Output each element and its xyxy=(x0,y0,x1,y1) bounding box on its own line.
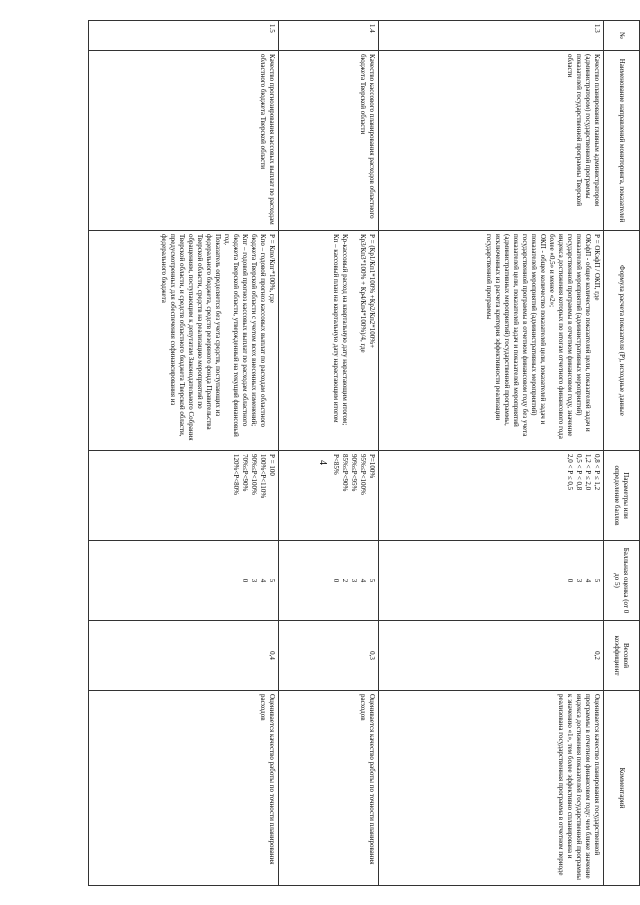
param-line: 2,0 < Р ≤ 0,5 xyxy=(566,454,574,491)
row-name: Качество кассового планирования расходов областного бюджета Тверской области xyxy=(279,51,379,231)
row-weight: 0,4 xyxy=(89,621,279,691)
param-line: Р = 100 xyxy=(268,454,276,476)
param-line: 90%≤Р<95% xyxy=(350,454,358,492)
page-number: 4 xyxy=(317,460,328,465)
header-params: Параметры или определение баллов xyxy=(604,451,640,541)
param-line: 85%≤Р<90% xyxy=(341,454,349,492)
score-line: 0 xyxy=(241,578,249,583)
score-line: 5 xyxy=(268,578,276,583)
param-line: Р<85% xyxy=(332,454,340,475)
monitoring-table xyxy=(88,20,640,886)
formula-line: ОКП - общее количество показателей цели, показателей задач и показателей мероприятий (административных мероприятий) государственной программы в отчетном финансовом году без учета показателей цели, показателей задач и показателей мероприятий (административных мероприятий) государственной программы, исключенных из расчета критерия эффективности реализации государственной программы xyxy=(485,234,547,437)
table-row xyxy=(89,21,279,886)
table-row xyxy=(379,21,604,886)
row-num: 1.5 xyxy=(89,21,279,51)
param-line: Р=100% xyxy=(368,454,376,479)
param-line: 1,2 < Р ≤ 2,0 xyxy=(584,454,592,491)
row-comment: Оценивается качество работы по точности планирования расходов xyxy=(279,691,379,886)
formula-line: Кр3/Кп3*100% + Кр4/Кп4*100%)/4, где xyxy=(359,234,367,353)
row-scores xyxy=(379,541,604,621)
row-weight: 0,3 xyxy=(279,621,379,691)
score-line: 4 xyxy=(259,578,267,583)
score-line: 5 xyxy=(368,578,376,583)
header-num: № xyxy=(604,21,640,51)
row-num: 1.4 xyxy=(279,21,379,51)
row-params xyxy=(279,451,379,541)
score-line: 3 xyxy=(575,578,583,583)
formula-line: Р = ОКэфП / ОКП, где xyxy=(593,234,601,301)
formula-line: Кпо – годовой прогноз кассовых выплат по расходам областного бюджета Тверской области с учетом всех внесенных изменений; xyxy=(250,234,267,428)
param-line: 90%≤Р<100% xyxy=(250,454,258,495)
score-line: 4 xyxy=(359,578,367,583)
formula-line xyxy=(349,234,358,447)
row-name: Качество планирования главным администратором (администратором) государственной программы показателей государственной программы Тверской области xyxy=(379,51,604,231)
header-weight: Весовой коэффициент xyxy=(604,621,640,691)
formula-line: Р = (Кр1/Кп1*100% +Кр2/Кп2*100%+ xyxy=(368,234,376,349)
row-comment: Оценивается качество работы по точности планирования расходов xyxy=(89,691,279,886)
row-scores xyxy=(89,541,279,621)
score-line: 3 xyxy=(350,578,358,583)
score-line: 2 xyxy=(341,578,349,583)
header-name: Наименование направлений мониторинга, показателей xyxy=(604,51,640,231)
row-formula xyxy=(89,231,279,451)
score-line: 0 xyxy=(566,578,574,583)
param-line: 95%≤Р<100% xyxy=(359,454,367,495)
score-line: 4 xyxy=(584,578,592,583)
row-comment: Оценивается качество планирования государственной программы в отчетном финансовом году: чем ближе значение индекса достижения показателей государственной программы к значению «1», тем более эффективно спланирована и реализована государственная программа в отчетном периоде xyxy=(379,691,604,886)
header-score: Балльная оценка (от 0 до 5) xyxy=(604,541,640,621)
score-line: 0 xyxy=(332,578,340,583)
row-num: 1.3 xyxy=(379,21,604,51)
formula-line: Кр-кассовый расход на квартальную дату нарастающим итогом; xyxy=(341,234,349,426)
row-formula xyxy=(379,231,604,451)
param-line: 70%≤Р<90% xyxy=(241,454,249,492)
table-row xyxy=(279,21,379,886)
row-params xyxy=(379,451,604,541)
param-line: 100%<Р<110% xyxy=(259,454,267,499)
header-row xyxy=(604,21,640,886)
header-comment: Комментарий xyxy=(604,691,640,886)
score-line: 5 xyxy=(593,578,601,583)
formula-line: Р = Кпо/Кпг*100%, где xyxy=(268,234,276,304)
row-scores xyxy=(279,541,379,621)
param-line: 120%<Р<80% xyxy=(232,454,240,495)
formula-line: Показатель определяется без учета средств, поступающих из федерального бюджета, средств резервного фонда Правительства Тверской области, средств на реализацию мероприятий по обращениям, поступающим к депутатам Законодательного Собрания Тверской области, и средств областного бюджета Тверской области, предусмотренных для обеспечения софинансирования из федерального бюджета xyxy=(160,234,222,441)
param-line: 0,5 < Р < 0,8 xyxy=(575,454,583,491)
row-name: Качество прогнозирования кассовых выплат по расходам областного бюджета Тверской области xyxy=(89,51,279,231)
row-params xyxy=(89,451,279,541)
formula-line: ОКэфП - общее количество показателей цели, показателей задач и показателей мероприятий (административных мероприятий) государственной программы в отчетном финансовом году, значение индекса достижения которых по итогам отчетного финансового года более «0,5» и менее «2»; xyxy=(548,234,592,439)
row-formula xyxy=(279,231,379,451)
score-line: 3 xyxy=(250,578,258,583)
param-line: 0,8 < Р ≤ 1,2 xyxy=(593,454,601,491)
formula-line: Кп – кассовый план на квартальную дату нарастающим итогом xyxy=(332,234,340,423)
formula-line: Кпг – годовой прогноз кассовых выплат по расходам областного бюджета Тверской области, утвержденный на текущий финансовый год. xyxy=(223,234,249,437)
row-weight: 0,2 xyxy=(379,621,604,691)
rotated-page xyxy=(80,20,640,885)
header-formula: Формула расчета показателя (Р), исходные данные xyxy=(604,231,640,451)
